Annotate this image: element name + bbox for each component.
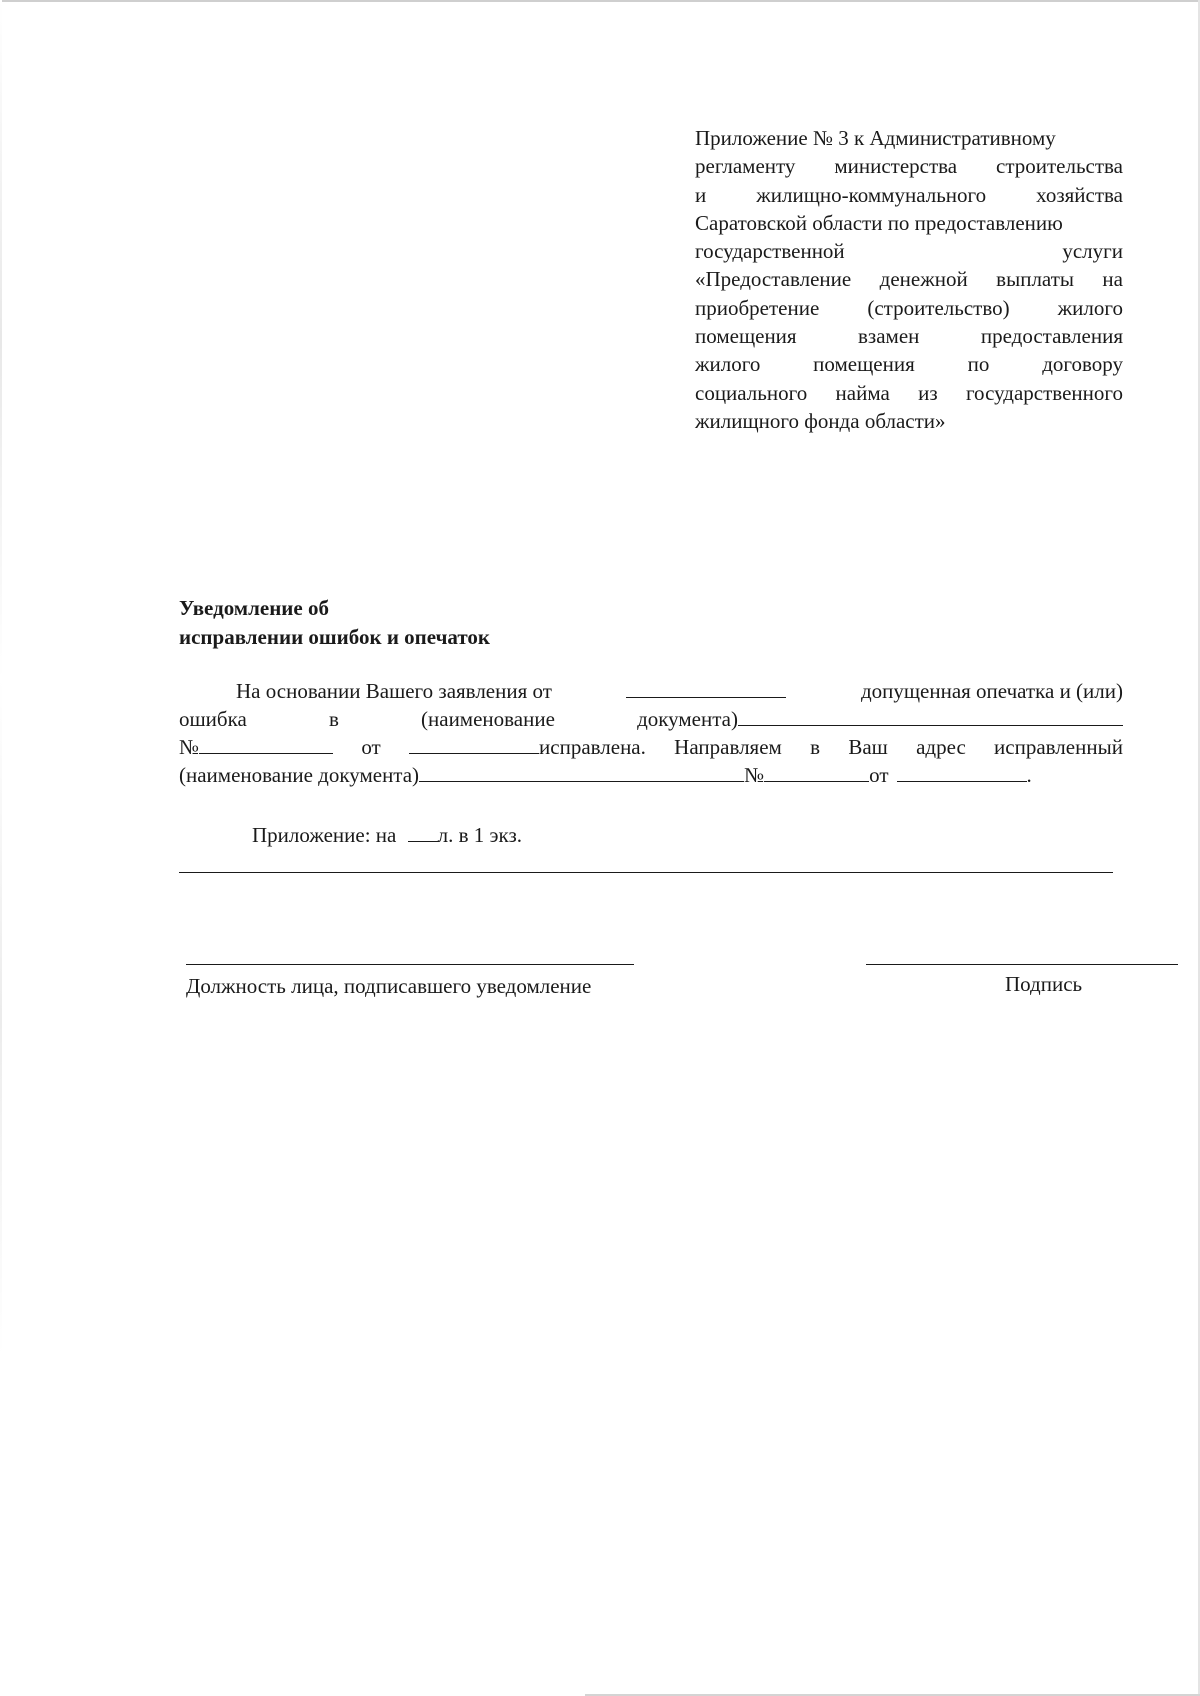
body-line-2 <box>179 705 1123 733</box>
body-text: (наименование документа) <box>179 763 420 787</box>
body-text: допущенная опечатка и (или) <box>860 679 1123 703</box>
appendix-line: «Предоставление денежной выплаты на <box>695 267 1123 292</box>
body-line-1 <box>179 677 1123 705</box>
body-text: в <box>810 735 821 759</box>
position-signature-line[interactable] <box>186 964 634 965</box>
appendix-line: и жилищно-коммунального хозяйства <box>695 182 1123 207</box>
notice-title-line: Уведомление об <box>179 596 329 620</box>
appendix-reference <box>695 124 1123 435</box>
body-text: от <box>361 735 381 759</box>
appendix-line: жилого помещения по договору <box>695 352 1123 377</box>
appendix-line: помещения взамен предоставления <box>695 324 1123 349</box>
notice-body <box>179 677 1123 789</box>
sheet-count-blank-field[interactable] <box>408 823 438 842</box>
appendix-line: приобретение (строительство) жилого <box>695 295 1123 320</box>
document-name-blank-field[interactable] <box>738 707 1123 726</box>
appendix-line: социального найма из государственного <box>695 380 1123 405</box>
attachment-text: л. в 1 экз. <box>437 823 522 847</box>
body-text: . <box>1026 763 1032 787</box>
body-text: Ваш <box>848 735 888 759</box>
notice-title <box>179 594 490 652</box>
scan-edge-top <box>0 0 1200 2</box>
scan-edge-left <box>0 0 2 1696</box>
body-text: Направляем <box>674 735 782 759</box>
signature-caption: Подпись <box>1005 972 1083 996</box>
appendix-line: регламенту министерства строительства <box>695 154 1123 179</box>
body-text: исправленный <box>994 735 1123 759</box>
body-text: документа) <box>637 707 738 731</box>
appendix-line: Приложение № 3 к Административному <box>695 126 1056 150</box>
notice-title-line: исправлении ошибок и опечаток <box>179 625 491 649</box>
date-blank-field[interactable] <box>626 679 786 698</box>
appendix-line: Саратовской области по предоставлению <box>695 210 1063 235</box>
body-line-4 <box>179 761 1123 789</box>
body-line-3 <box>179 733 1123 761</box>
appendix-line: государственной услуги <box>695 239 1123 264</box>
appendix-line: жилищного фонда области» <box>695 408 946 433</box>
body-text: На основании Вашего заявления от <box>236 679 552 703</box>
signature-line[interactable] <box>866 964 1178 965</box>
body-text: ошибка <box>179 707 247 731</box>
date-blank-field[interactable] <box>897 763 1027 782</box>
position-caption: Должность лица, подписавшего уведомление <box>186 974 592 998</box>
attachment-blank-line[interactable] <box>179 872 1113 873</box>
body-text: адрес <box>916 735 966 759</box>
body-text: (наименование <box>421 707 555 731</box>
attachment-line <box>252 823 522 848</box>
attachment-text: Приложение: на <box>252 823 397 847</box>
document-name-blank-field[interactable] <box>419 763 744 782</box>
number-blank-field[interactable] <box>199 735 333 754</box>
body-text: в <box>328 707 339 731</box>
body-text: № <box>744 763 765 787</box>
body-text: исправлена. <box>539 735 646 759</box>
number-blank-field[interactable] <box>764 763 869 782</box>
body-text: от <box>869 763 889 787</box>
body-text: № <box>179 735 200 759</box>
date-blank-field[interactable] <box>409 735 539 754</box>
